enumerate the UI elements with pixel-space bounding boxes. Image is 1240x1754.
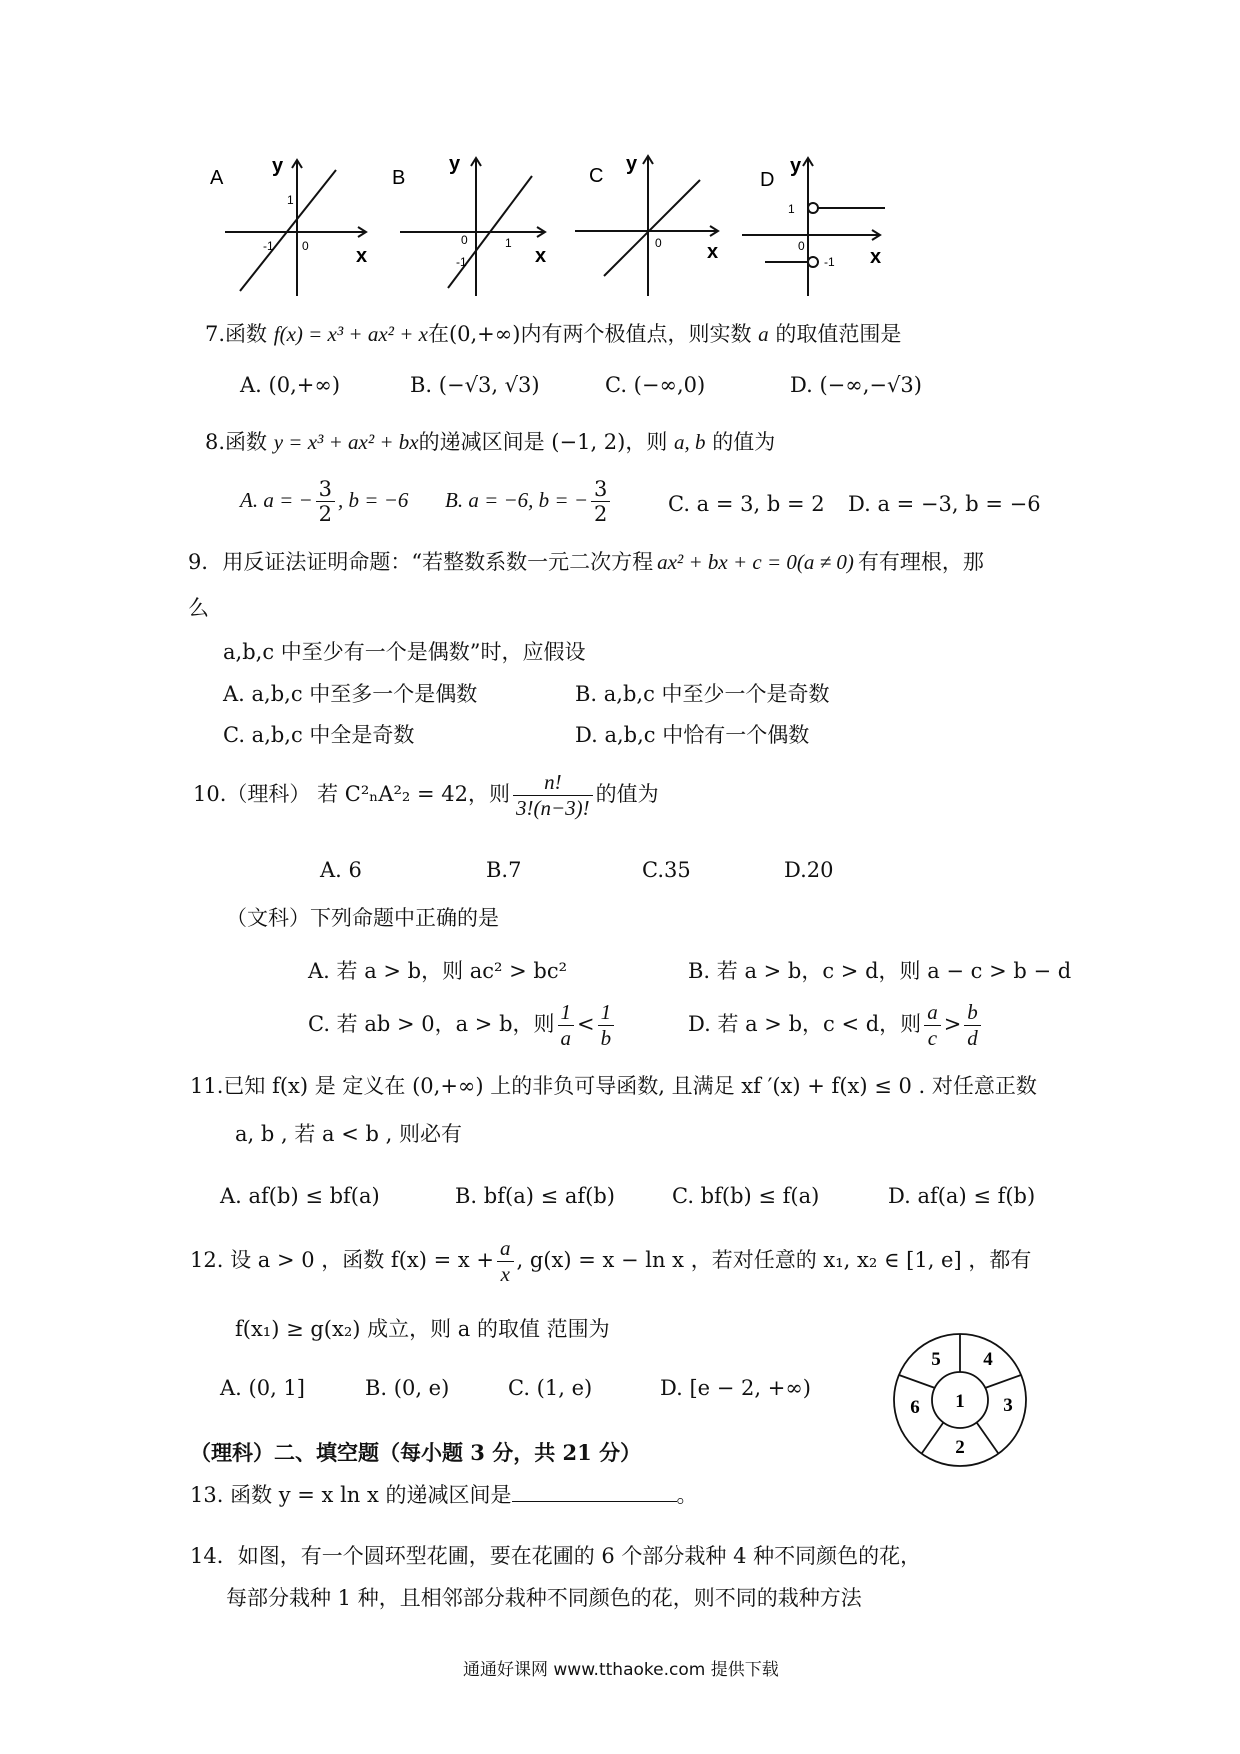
q8-b-fraction — [591, 477, 610, 526]
q10-wenke-option-d — [688, 1000, 984, 1051]
q8-text-2: 的递减区间是 (−1, 2)，则 — [418, 430, 675, 454]
graph-b-tick-1: 1 — [505, 236, 512, 250]
question-11-line-2: a, b , 若 a < b , 则必有 — [235, 1122, 462, 1146]
q10-wc-frac-2 — [598, 1000, 615, 1051]
q10-text-2: 的值为 — [595, 782, 659, 806]
ring-section-2: 2 — [955, 1437, 965, 1458]
q8-option-a — [240, 477, 408, 526]
q12-den: x — [500, 1262, 510, 1286]
q12-option-c: C. (1, e) — [508, 1376, 593, 1400]
q12-option-d: D. [e − 2, +∞) — [660, 1376, 811, 1400]
graph-d-tick-neg1: -1 — [824, 255, 835, 269]
question-9-line-1 — [188, 546, 984, 576]
q10-wc-n2: 1 — [598, 1000, 615, 1026]
q9-text-1: 9．用反证法证明命题：“若整数系数一元二次方程 — [188, 550, 654, 574]
q13-end: 。 — [676, 1483, 698, 1507]
ring-section-5: 5 — [931, 1349, 941, 1370]
q10-option-d: D.20 — [784, 858, 834, 882]
graph-b-tick-neg1: -1 — [456, 255, 467, 269]
graph-d-x-label: x — [870, 246, 882, 268]
q10-wd-d1: c — [927, 1026, 938, 1050]
question-14-line-2: 每部分栽种 1 种，且相邻部分栽种不同颜色的花，则不同的栽种方法 — [226, 1586, 862, 1610]
q7-text-1: 函数 — [225, 322, 274, 346]
q10-wc-n1: 1 — [558, 1000, 575, 1026]
graph-a-tick-neg1: -1 — [263, 239, 274, 253]
graph-a-tick-0: 0 — [302, 239, 309, 253]
q7-text-2: 在(0,+∞)内有两个极值点，则实数 — [427, 322, 759, 346]
question-7-number: 7. — [205, 322, 226, 346]
q8-a-pre: A. a = − — [240, 488, 313, 512]
q12-fraction — [497, 1236, 514, 1287]
section-2-heading: （理科）二、填空题（每小题 3 分，共 21 分） — [190, 1440, 642, 1465]
graph-d-tick-1: 1 — [788, 202, 795, 216]
q8-a-post: , b = −6 — [338, 488, 409, 512]
q10-wenke-stem: （文科）下列命题中正确的是 — [226, 906, 499, 930]
q10-option-b: B.7 — [486, 858, 522, 882]
graph-c-letter: C — [589, 165, 604, 187]
q10-wc-op: < — [577, 1012, 595, 1036]
question-8-number: 8. — [205, 430, 226, 454]
q8-b-den: 2 — [594, 502, 608, 526]
question-12-line-2: f(x₁) ≥ g(x₂) 成立，则 a 的取值 范围为 — [235, 1317, 610, 1341]
q10-wc-frac-1 — [558, 1000, 575, 1051]
q8-expr: y = x³ + ax² + bx — [273, 430, 419, 454]
q10-option-a: A. 6 — [320, 858, 362, 882]
q10-wc-d1: a — [560, 1026, 572, 1050]
q7-expr: (x) = x³ + ax² + x — [279, 322, 428, 346]
q8-b-pre: B. a = −6, b = − — [445, 488, 589, 512]
q11-option-d: D. af(a) ≤ f(b) — [888, 1184, 1036, 1208]
question-9-line-2: a,b,c 中至少有一个是偶数”时，应假设 — [223, 640, 586, 664]
q12-option-b: B. (0, e) — [365, 1376, 450, 1400]
graph-d-letter: D — [760, 169, 775, 191]
q7-option-a: A. (0,+∞) — [240, 373, 341, 397]
q9-option-d: D. a,b,c 中恰有一个偶数 — [575, 723, 810, 747]
question-13 — [190, 1479, 698, 1509]
graph-b-letter: B — [392, 167, 406, 189]
answer-graphs — [0, 0, 1240, 320]
graph-a-y-label: y — [272, 155, 284, 177]
q8-b-num: 3 — [591, 477, 610, 502]
graph-c-y-label: y — [626, 153, 638, 175]
q7-option-c: C. (−∞,0) — [605, 373, 706, 397]
q10-wenke-option-c — [308, 1000, 617, 1051]
graph-a-tick-1: 1 — [287, 193, 294, 207]
ring-center-label: 1 — [955, 1391, 965, 1412]
graph-b — [400, 158, 545, 296]
q10-frac-num: n! — [513, 770, 593, 796]
q8-option-d: D. a = −3, b = −6 — [848, 492, 1041, 516]
q10-wenke-option-b: B. 若 a > b，c > d，则 a − c > b − d — [688, 959, 1072, 983]
q12-num: a — [497, 1236, 514, 1262]
q8-a-den: 2 — [318, 502, 333, 526]
question-14-line-1: 14．如图，有一个圆环型花圃，要在花圃的 6 个部分栽种 4 种不同颜色的花， — [190, 1544, 922, 1568]
flower-bed-ring-diagram — [890, 1330, 1030, 1470]
q7-func: f — [273, 322, 280, 346]
q10-frac-den: 3!(n−3)! — [516, 796, 590, 820]
q8-vars: a, b — [674, 430, 706, 454]
q10-wc-d2: b — [600, 1026, 612, 1050]
q9-option-c: C. a,b,c 中全是奇数 — [223, 723, 415, 747]
graph-a — [225, 160, 366, 296]
q10-option-c: C.35 — [642, 858, 691, 882]
q8-a-num: 3 — [316, 477, 335, 502]
question-12-line-1 — [190, 1236, 1031, 1287]
q9-text-2: 有有理根，那 — [857, 550, 984, 574]
page-footer: 通通好课网 www.tthaoke.com 提供下载 — [463, 1660, 779, 1680]
graph-a-letter: A — [210, 167, 224, 189]
q10-wd-pre: D. 若 a > b，c < d，则 — [688, 1012, 922, 1036]
q9-option-a: A. a,b,c 中至多一个是偶数 — [223, 682, 478, 706]
q8-text-3: 的值为 — [705, 430, 776, 454]
question-8-stem — [205, 426, 775, 456]
q7-option-d: D. (−∞,−√3) — [790, 373, 922, 397]
graph-d-y-label: y — [790, 155, 802, 177]
question-10-stem — [193, 770, 659, 821]
graph-c-tick-0: 0 — [655, 236, 662, 250]
q10-wd-frac-1 — [924, 1000, 941, 1051]
q10-wd-frac-2 — [964, 1000, 981, 1051]
q10-wc-pre: C. 若 ab > 0，a > b，则 — [308, 1012, 555, 1036]
ring-section-4: 4 — [983, 1349, 993, 1370]
question-11-line-1: 11.已知 f(x) 是 定义在 (0,+∞) 上的非负可导函数, 且满足 xf ′(x) + f(x) ≤ 0 . 对任意正数 — [190, 1074, 1037, 1098]
q8-text-1: 函数 — [225, 430, 274, 454]
q13-answer-blank — [512, 1483, 677, 1502]
q10-wd-n1: a — [924, 1000, 941, 1026]
q12-text-2: , g(x) = x − ln x ，若对任意的 x₁, x₂ ∈ [1, e] ，都有 — [516, 1248, 1032, 1272]
q7-var-a: a — [758, 322, 769, 346]
q9-option-b: B. a,b,c 中至少一个是奇数 — [575, 682, 830, 706]
q10-text-1: 10.（理科） 若 C²ₙA²₂ = 42，则 — [193, 782, 510, 806]
graph-b-x-label: x — [535, 245, 547, 267]
q12-text-1: 12. 设 a > 0 ，函数 f(x) = x + — [190, 1248, 494, 1272]
q7-option-b: B. (−√3, √3) — [410, 373, 540, 397]
graph-a-x-label: x — [356, 245, 368, 267]
ring-section-3: 3 — [1003, 1395, 1013, 1416]
q8-option-c: C. a = 3, b = 2 — [668, 492, 825, 516]
q8-a-fraction — [316, 477, 335, 526]
q9-expr: ax² + bx + c = 0(a ≠ 0) — [657, 550, 854, 574]
q10-wenke-option-a: A. 若 a > b，则 ac² > bc² — [308, 959, 568, 983]
q10-wd-d2: d — [967, 1026, 978, 1050]
graph-c-x-label: x — [707, 241, 719, 263]
q10-wd-n2: b — [964, 1000, 981, 1026]
q7-text-3: 的取值范围是 — [768, 322, 902, 346]
question-7-stem — [205, 318, 901, 348]
graph-b-y-label: y — [449, 153, 461, 175]
q11-option-a: A. af(b) ≤ bf(a) — [220, 1184, 380, 1208]
q11-option-c: C. bf(b) ≤ f(a) — [672, 1184, 820, 1208]
q10-fraction — [513, 770, 593, 821]
graph-d-tick-0: 0 — [798, 239, 805, 253]
q8-option-b — [445, 477, 613, 526]
q10-wd-op: > — [943, 1012, 962, 1036]
ring-section-6: 6 — [910, 1397, 920, 1418]
q13-text: 13. 函数 y = x ln x 的递减区间是 — [190, 1483, 512, 1507]
q11-option-b: B. bf(a) ≤ af(b) — [455, 1184, 615, 1208]
question-9-wrap: 么 — [188, 596, 209, 620]
q12-option-a: A. (0, 1] — [220, 1376, 305, 1400]
graph-b-tick-0: 0 — [461, 233, 468, 247]
